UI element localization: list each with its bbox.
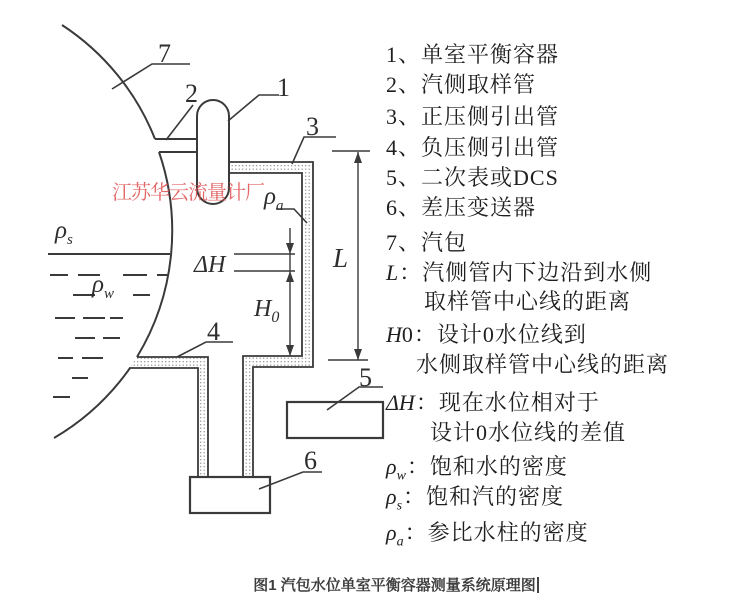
legend-item: $\rho_a$：参比水柱的密度: [386, 520, 589, 550]
legend-item: 1、单室平衡容器: [386, 42, 560, 67]
legend-item-continuation: 取样管中心线的距离: [424, 289, 632, 314]
label-rho-a: $\rho_a$: [264, 183, 284, 214]
callout-1: 1: [277, 73, 290, 102]
legend-item: 5、二次表或DCS: [386, 165, 559, 190]
dcs-box: [287, 402, 383, 438]
arrow-dH-down: [286, 243, 294, 254]
leader-3: [292, 137, 336, 164]
legend-item: L：汽侧管内下边沿到水侧: [386, 260, 653, 285]
arrow-H0-up: [286, 271, 294, 282]
legend-item-continuation: 设计0水位线的差值: [430, 420, 627, 445]
legend-item: $\rho_w$：饱和水的密度: [386, 454, 568, 484]
callout-4: 4: [207, 317, 220, 346]
legend-item: 2、汽侧取样管: [386, 72, 537, 97]
callout-2: 2: [185, 79, 198, 108]
negative-pipe-walls: [129, 357, 208, 477]
arrow-L-top: [354, 152, 362, 163]
dimension-dH-H0: [234, 228, 295, 356]
legend-item: 6、差压变送器: [386, 195, 537, 220]
arrow-H0-down: [286, 345, 294, 356]
leader-2: [166, 105, 193, 140]
label-delta-h: ΔH: [194, 252, 226, 278]
label-rho-s: $\rho_s$: [55, 217, 73, 248]
steam-sampling-pipe: [155, 139, 197, 152]
text-cursor: [537, 577, 539, 593]
leader-4: [177, 342, 233, 357]
legend-item: 7、汽包: [386, 230, 468, 255]
arrow-L-bottom: [354, 349, 362, 360]
label-l: L: [333, 243, 349, 273]
callout-3: 3: [306, 112, 319, 141]
callout-6: 6: [304, 446, 317, 475]
watermark-text: 江苏华云流量计厂: [112, 182, 264, 204]
dp-transmitter-box: [190, 477, 270, 513]
legend-item-continuation: 水侧取样管中心线的距离: [416, 352, 670, 377]
legend-item: 3、正压侧引出管: [386, 104, 560, 129]
legend-item: 4、负压侧引出管: [386, 135, 560, 160]
label-h0: $H_0$: [254, 296, 280, 326]
legend: [386, 40, 748, 548]
leader-1: [228, 95, 279, 121]
label-rho-w: $\rho_w$: [92, 271, 115, 302]
callout-5: 5: [359, 363, 372, 392]
legend-item: H0：设计0水位线到: [386, 322, 587, 347]
callout-7: 7: [158, 39, 171, 68]
legend-item: ΔH：现在水位相对于: [386, 390, 600, 415]
caption-text[interactable]: 图1 汽包水位单室平衡容器测量系统原理图: [253, 577, 536, 594]
legend-item: $\rho_s$：饱和汽的密度: [386, 484, 565, 514]
balance-vessel-diagram: [0, 0, 390, 572]
negative-pipe-fill: [129, 357, 208, 477]
leader-7: [112, 64, 190, 89]
figure-caption: [40, 574, 752, 595]
